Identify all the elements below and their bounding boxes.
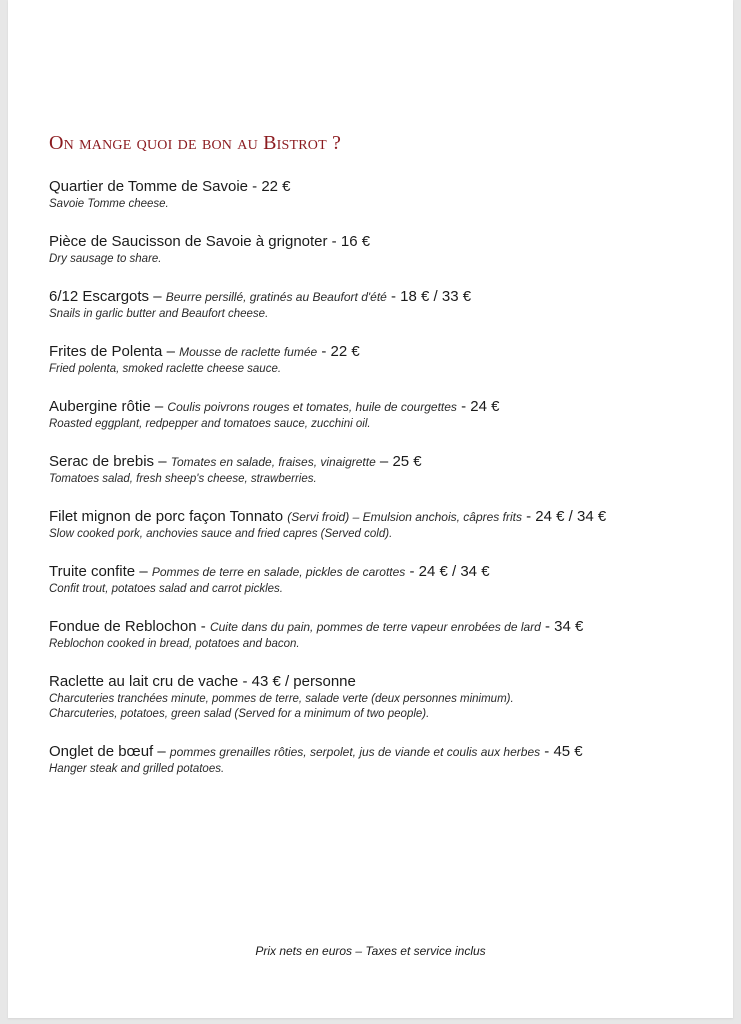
dish-description: Cuite dans du pain, pommes de terre vapeur enrobées de lard <box>209 620 541 634</box>
dish-price: - 22 € <box>248 178 291 195</box>
dish-separator: – <box>149 288 166 305</box>
dish-separator: – <box>135 563 152 580</box>
menu-item <box>49 232 719 267</box>
dish-price: - 18 € / 33 € <box>386 288 472 305</box>
dish-translation: Hanger steak and grilled potatoes. <box>49 763 225 775</box>
menu-item <box>49 562 719 597</box>
menu-item-line <box>49 342 719 362</box>
menu-title: On mange quoi de bon au Bistrot ? <box>49 132 342 154</box>
menu-item <box>49 177 719 212</box>
dish-translation: Charcuteries, potatoes, green salad (Served for a minimum of two people). <box>49 708 430 720</box>
menu-item-line <box>49 617 719 637</box>
menu-item <box>49 452 719 487</box>
menu-item-line <box>49 232 719 252</box>
dish-name: Filet mignon de porc façon Tonnato <box>49 508 284 525</box>
dish-translation: Reblochon cooked in bread, potatoes and bacon. <box>49 638 300 650</box>
dish-description: Mousse de raclette fumée <box>179 345 318 359</box>
dish-name: Raclette au lait cru de vache <box>49 673 239 690</box>
price-footer: Prix nets en euros – Taxes et service inclus <box>255 944 486 958</box>
menu-item <box>49 342 719 377</box>
dish-name: Onglet de bœuf <box>49 743 154 760</box>
menu-item-line <box>49 287 719 307</box>
menu-item-line <box>49 177 719 197</box>
dish-price: - 24 € / 34 € <box>521 508 607 525</box>
dish-description: Tomates en salade, fraises, vinaigrette <box>170 455 376 469</box>
dish-price: – 25 € <box>375 453 422 470</box>
dish-name: Truite confite <box>49 563 136 580</box>
dish-translation: Fried polenta, smoked raclette cheese sauce. <box>49 363 282 375</box>
menu-item-line <box>49 452 719 472</box>
menu-item-list <box>49 177 719 777</box>
menu-item-line <box>49 562 719 582</box>
dish-name: 6/12 Escargots <box>49 288 150 305</box>
dish-description: Beurre persillé, gratinés au Beaufort d'été <box>165 290 387 304</box>
dish-name: Frites de Polenta <box>49 343 163 360</box>
dish-translation: Confit trout, potatoes salad and carrot pickles. <box>49 583 283 595</box>
dish-price: - 34 € <box>540 618 584 635</box>
dish-description: Coulis poivrons rouges et tomates, huile de courgettes <box>167 400 457 414</box>
dish-description-fr: Charcuteries tranchées minute, pommes de terre, salade verte (deux personnes minimum). <box>49 693 514 705</box>
dish-name: Pièce de Saucisson de Savoie à grignoter <box>49 233 328 250</box>
dish-price: - 24 € <box>456 398 500 415</box>
menu-item-line <box>49 672 719 692</box>
menu-item-line <box>49 742 719 762</box>
menu-item <box>49 617 719 652</box>
dish-translation: Savoie Tomme cheese. <box>49 198 169 210</box>
dish-price: - 16 € <box>327 233 371 250</box>
dish-price: - 43 € / personne <box>238 673 356 690</box>
dish-price: - 22 € <box>317 343 360 360</box>
menu-item <box>49 742 719 777</box>
dish-description: pommes grenailles rôties, serpolet, jus de viande et coulis aux herbes <box>169 745 541 759</box>
menu-page <box>8 0 733 1018</box>
dish-translation: Tomatoes salad, fresh sheep's cheese, strawberries. <box>49 473 317 485</box>
dish-separator: – <box>153 743 170 760</box>
menu-item-line <box>49 397 719 417</box>
menu-item <box>49 672 719 722</box>
dish-translation: Slow cooked pork, anchovies sauce and fried capres (Served cold). <box>49 528 393 540</box>
dish-translation: Roasted eggplant, redpepper and tomatoes sauce, zucchini oil. <box>49 418 371 430</box>
menu-item-line <box>49 507 719 527</box>
dish-name: Aubergine rôtie <box>49 398 151 415</box>
dish-separator: – <box>150 398 168 415</box>
dish-name: Fondue de Reblochon <box>49 618 197 635</box>
dish-description: (Servi froid) – Emulsion anchois, câpres frits <box>287 510 522 524</box>
dish-separator: – <box>154 453 171 470</box>
dish-description: Pommes de terre en salade, pickles de carottes <box>151 565 406 579</box>
menu-item <box>49 397 719 432</box>
dish-translation: Dry sausage to share. <box>49 253 162 265</box>
dish-name: Serac de brebis <box>49 453 155 470</box>
menu-item <box>49 507 719 542</box>
dish-name: Quartier de Tomme de Savoie <box>49 178 248 195</box>
dish-separator: – <box>162 343 180 360</box>
dish-separator: - <box>196 618 210 635</box>
dish-translation: Snails in garlic butter and Beaufort cheese. <box>49 308 269 320</box>
menu-item <box>49 287 719 322</box>
dish-price: - 24 € / 34 € <box>405 563 490 580</box>
dish-price: - 45 € <box>540 743 583 760</box>
